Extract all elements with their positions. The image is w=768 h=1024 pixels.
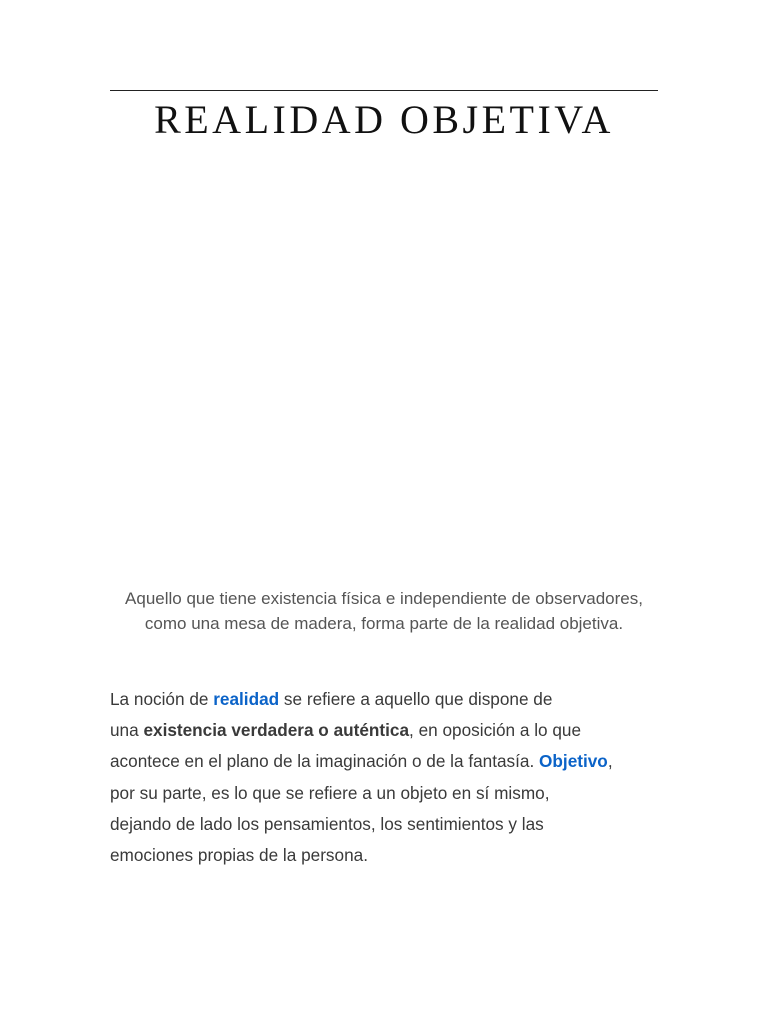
body-line-1-tail: se refiere a aquello que dispone de xyxy=(279,689,553,709)
body-paragraph xyxy=(110,684,662,871)
objetivo-link[interactable]: Objetivo xyxy=(539,751,608,772)
body-line-2-tail: , en oposición a lo que xyxy=(409,720,582,741)
body-line-3-tail: , xyxy=(607,751,613,772)
figure-caption: Aquello que tiene existencia física e independiente de observadores, como una mesa de madera, forma parte de la realidad objetiva. xyxy=(125,589,643,633)
body-line-2-text: una xyxy=(110,720,144,741)
body-line-3-text: acontece en el plano de la imaginación o de la fantasía. xyxy=(110,751,540,772)
page-title: REALIDAD OBJETIVA xyxy=(154,97,614,142)
realidad-link[interactable]: realidad xyxy=(213,689,280,709)
body-line-6: emociones propias de la persona. xyxy=(110,845,368,866)
body-line-5: dejando de lado los pensamientos, los sentimientos y las xyxy=(110,813,544,834)
body-line-1-text: La noción de xyxy=(110,689,214,709)
title-rule xyxy=(110,90,658,91)
figure-image xyxy=(110,160,658,580)
body-line-4: por su parte, es lo que se refiere a un objeto en sí mismo, xyxy=(110,782,550,803)
emphasis-existencia: existencia verdadera o auténtica xyxy=(143,720,410,741)
